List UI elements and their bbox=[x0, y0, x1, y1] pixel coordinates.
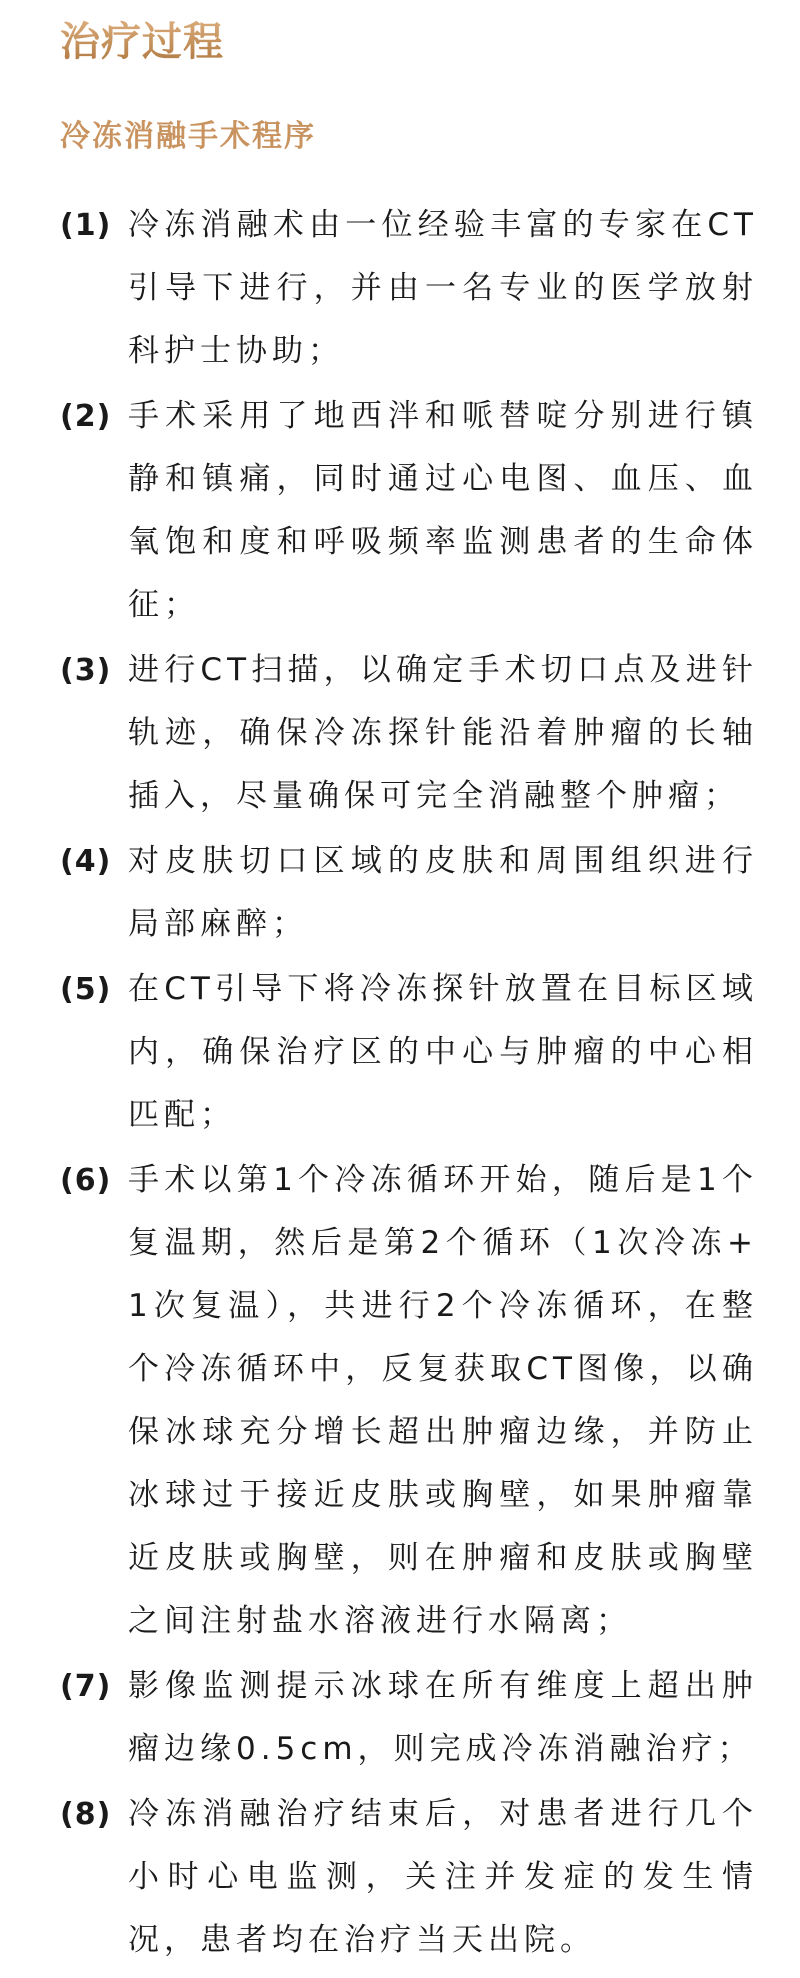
item-number: (3) bbox=[60, 653, 112, 688]
item-text: 进行CT扫描，以确定手术切口点及进针轨迹，确保冷冻探针能沿着肿瘤的长轴插入，尽量确保可完全消融整个肿瘤； bbox=[128, 652, 758, 814]
list-item bbox=[60, 194, 758, 383]
item-number: (4) bbox=[60, 844, 112, 879]
item-number: (5) bbox=[60, 972, 112, 1007]
item-number: (6) bbox=[60, 1163, 112, 1198]
item-number: (7) bbox=[60, 1669, 112, 1704]
item-text: 冷冻消融治疗结束后，对患者进行几个小时心电监测，关注并发症的发生情况，患者均在治疗当天出院。 bbox=[128, 1796, 758, 1958]
item-text: 冷冻消融术由一位经验丰富的专家在CT引导下进行，并由一名专业的医学放射科护士协助； bbox=[128, 207, 758, 369]
list-item bbox=[60, 385, 758, 637]
list-item bbox=[60, 639, 758, 828]
item-number: (8) bbox=[60, 1797, 112, 1832]
procedure-list bbox=[60, 194, 758, 1972]
item-text: 手术采用了地西泮和哌替啶分别进行镇静和镇痛，同时通过心电图、血压、血氧饱和度和呼吸频率监测患者的生命体征； bbox=[128, 398, 758, 623]
list-item bbox=[60, 1149, 758, 1653]
section-subtitle: 冷冻消融手术程序 bbox=[60, 119, 316, 154]
item-number: (2) bbox=[60, 399, 112, 434]
list-item bbox=[60, 1783, 758, 1972]
list-item bbox=[60, 958, 758, 1147]
item-text: 影像监测提示冰球在所有维度上超出肿瘤边缘0.5cm，则完成冷冻消融治疗； bbox=[128, 1668, 758, 1767]
item-number: (1) bbox=[60, 208, 112, 243]
page-title: 治疗过程 bbox=[60, 18, 758, 66]
item-text: 在CT引导下将冷冻探针放置在目标区域内，确保治疗区的中心与肿瘤的中心相匹配； bbox=[128, 971, 758, 1133]
list-item bbox=[60, 1655, 758, 1781]
list-item bbox=[60, 830, 758, 956]
item-text: 手术以第1个冷冻循环开始，随后是1个复温期，然后是第2个循环（1次冷冻+1次复温），共进行2个冷冻循环，在整个冷冻循环中，反复获取CT图像，以确保冰球充分增长超出肿瘤边缘，并防止冰球过于接近皮肤或胸壁，如果肿瘤靠近皮肤或胸壁，则在肿瘤和皮肤或胸壁之间注射盐水溶液进行水隔离； bbox=[128, 1162, 758, 1639]
item-text: 对皮肤切口区域的皮肤和周围组织进行局部麻醉； bbox=[128, 843, 758, 942]
